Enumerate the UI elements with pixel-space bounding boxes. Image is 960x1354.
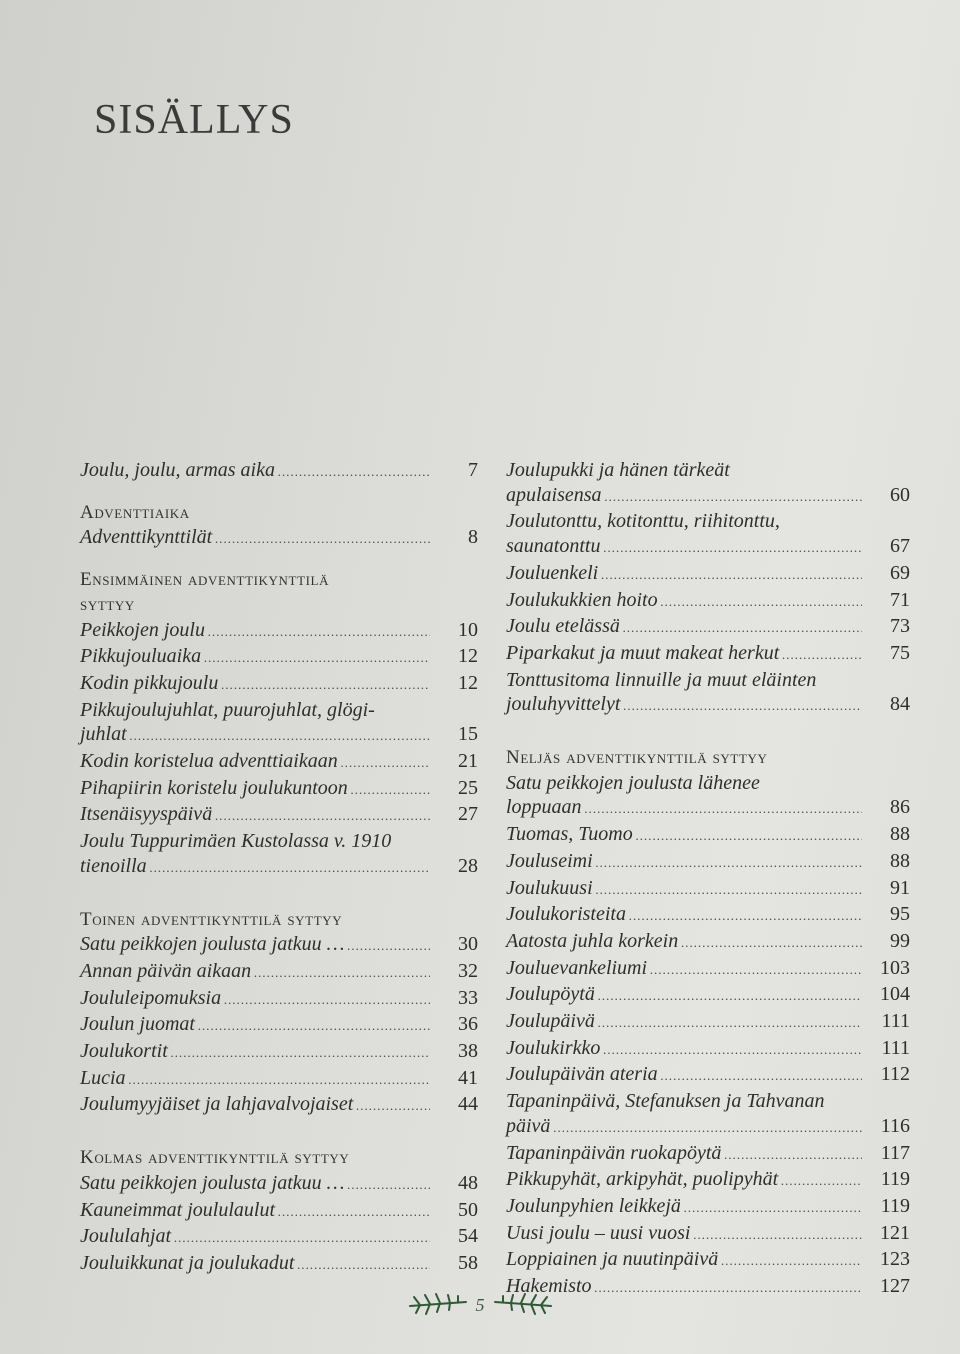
- toc-entry-title[interactable]: Aatosta juhla korkein: [506, 929, 679, 952]
- dot-leader: [629, 904, 862, 929]
- dot-leader: [553, 1116, 862, 1141]
- toc-entry-row[interactable]: [80, 1198, 478, 1225]
- toc-entry-title[interactable]: Joulun juomat: [80, 1013, 195, 1036]
- toc-entry-row[interactable]: [80, 1171, 478, 1198]
- toc-entry-page[interactable]: 15: [458, 723, 478, 746]
- toc-entry-page[interactable]: 123: [880, 1248, 910, 1271]
- toc-entry[interactable]: [506, 1089, 910, 1140]
- toc-entry-row[interactable]: [506, 483, 910, 510]
- toc-entry-row[interactable]: [506, 534, 910, 561]
- dot-leader: [171, 1041, 430, 1066]
- dot-leader: [684, 1196, 862, 1221]
- dot-leader: [341, 751, 430, 776]
- toc-entry-row[interactable]: [506, 956, 910, 983]
- dot-leader: [661, 590, 862, 615]
- dot-leader: [254, 961, 430, 986]
- toc-entry-row[interactable]: [80, 1012, 478, 1039]
- toc-entry[interactable]: [80, 829, 478, 880]
- toc-entry-title[interactable]: Satu peikkojen joulusta jatkuu …: [80, 933, 345, 956]
- toc-entry[interactable]: [80, 1066, 478, 1093]
- toc-entry-page[interactable]: 75: [890, 641, 910, 664]
- toc-entry[interactable]: [506, 1167, 910, 1194]
- toc-entry[interactable]: [506, 1009, 910, 1036]
- toc-entry[interactable]: [80, 525, 478, 552]
- section-heading-line: syttyy: [80, 593, 135, 615]
- toc-entry-page[interactable]: 54: [458, 1225, 478, 1248]
- dot-leader: [351, 778, 430, 803]
- toc-entry-title[interactable]: Itsenäisyyspäivä: [80, 803, 213, 826]
- toc-entry-title[interactable]: Joululahjat: [80, 1225, 172, 1248]
- dot-leader: [224, 988, 430, 1013]
- toc-entry-row[interactable]: [506, 614, 910, 641]
- toc-entry-page[interactable]: 50: [458, 1198, 478, 1221]
- toc-entry-row[interactable]: [506, 795, 910, 822]
- toc-entry-title[interactable]: Kauneimmat joululaulut: [80, 1198, 275, 1221]
- toc-entry-title-line: Joulu Tuppurimäen Kustolassa v. 1910: [80, 830, 392, 853]
- dot-leader: [603, 536, 862, 561]
- toc-entry-page[interactable]: 36: [458, 1013, 478, 1036]
- toc-entry-title[interactable]: Joulukukkien hoito: [506, 588, 658, 611]
- toc-entry-title[interactable]: Jouluevankeliumi: [506, 956, 648, 979]
- toc-entry[interactable]: [80, 1092, 478, 1119]
- toc-entry-row[interactable]: [506, 849, 910, 876]
- toc-entry-title[interactable]: Joulupäivän ateria: [506, 1063, 658, 1086]
- toc-entry-title[interactable]: Kodin pikkujoulu: [80, 671, 219, 694]
- toc-entry[interactable]: [80, 1039, 478, 1066]
- toc-entry-page[interactable]: 84: [890, 693, 910, 716]
- toc-entry-title[interactable]: Satu peikkojen joulusta jatkuu …: [80, 1171, 345, 1194]
- toc-entry[interactable]: [80, 802, 478, 829]
- section-heading: [506, 746, 910, 771]
- toc-entry-row[interactable]: [506, 1247, 910, 1274]
- toc-entry-row[interactable]: [506, 929, 910, 956]
- toc-entry[interactable]: [80, 671, 478, 698]
- section-heading-line: Toinen adventtikynttilä syttyy: [80, 908, 343, 930]
- toc-entry[interactable]: [80, 932, 478, 959]
- dot-leader: [204, 646, 430, 671]
- toc-entry-page[interactable]: 10: [458, 618, 478, 641]
- dot-leader: [596, 851, 862, 876]
- toc-entry-page[interactable]: 58: [458, 1251, 478, 1274]
- toc-entry[interactable]: [80, 618, 478, 645]
- toc-entry-page[interactable]: 27: [458, 803, 478, 826]
- toc-entry[interactable]: [80, 1224, 478, 1251]
- toc-left-column: [80, 458, 478, 1278]
- toc-entry-page[interactable]: 99: [890, 929, 910, 952]
- toc-entry-page[interactable]: 88: [890, 849, 910, 872]
- toc-entry-page[interactable]: 25: [458, 776, 478, 799]
- toc-entry-row[interactable]: [80, 1251, 478, 1278]
- toc-entry[interactable]: [506, 822, 910, 849]
- dot-leader: [596, 878, 862, 903]
- dot-leader: [681, 931, 862, 956]
- toc-entry-row[interactable]: [80, 722, 478, 749]
- toc-entry-row[interactable]: [506, 902, 910, 929]
- toc-entry-title[interactable]: Joulukirkko: [506, 1036, 601, 1059]
- toc-entry[interactable]: [506, 929, 910, 956]
- dot-leader: [198, 1014, 430, 1039]
- toc-entry-title[interactable]: Joulupäivä: [506, 1010, 595, 1033]
- toc-entry-page[interactable]: 119: [880, 1194, 910, 1217]
- toc-entry-page[interactable]: 119: [880, 1168, 910, 1191]
- toc-entry-row[interactable]: [506, 641, 910, 668]
- toc-entry-page[interactable]: 12: [458, 671, 478, 694]
- fir-sprig-left-icon: [408, 1290, 470, 1320]
- toc-entry-row[interactable]: [506, 588, 910, 615]
- section-spacer: [80, 485, 478, 501]
- toc-entry-title-line: Pikkujoulujuhlat, puurojuhlat, glögi-: [80, 698, 375, 721]
- page-number: 5: [475, 1294, 485, 1315]
- dot-leader: [585, 797, 862, 822]
- toc-entry-row[interactable]: [80, 1224, 478, 1251]
- dot-leader: [278, 460, 430, 485]
- section-spacer: [80, 881, 478, 908]
- toc-entry-title[interactable]: Joulukortit: [80, 1040, 168, 1063]
- toc-entry-title-line: Satu peikkojen joulusta lähenee: [506, 771, 760, 794]
- toc-entry-title[interactable]: juhlat: [80, 723, 127, 746]
- dot-leader: [605, 485, 862, 510]
- toc-entry-row[interactable]: [80, 749, 478, 776]
- dot-leader: [297, 1253, 430, 1278]
- toc-entry-row[interactable]: [80, 618, 478, 645]
- toc-entry[interactable]: [506, 561, 910, 588]
- toc-entry-title[interactable]: Jouluikkunat ja joulukadut: [80, 1251, 295, 1274]
- toc-entry-page[interactable]: 69: [890, 561, 910, 584]
- toc-entry[interactable]: [80, 644, 478, 671]
- toc-entry-row[interactable]: [80, 671, 478, 698]
- toc-entry-page[interactable]: 116: [880, 1114, 910, 1137]
- toc-entry-title[interactable]: Jouluenkeli: [506, 561, 599, 584]
- toc-entry[interactable]: [506, 509, 910, 560]
- toc-entry[interactable]: [80, 1251, 478, 1278]
- section-heading: [80, 1146, 478, 1171]
- toc-entry-title[interactable]: Tapaninpäivän ruokapöytä: [506, 1141, 722, 1164]
- toc-entry-page[interactable]: 91: [890, 876, 910, 899]
- toc-entry-page[interactable]: 111: [881, 1036, 910, 1059]
- toc-entry-page[interactable]: 88: [890, 823, 910, 846]
- toc-entry[interactable]: [506, 1062, 910, 1089]
- dot-leader: [782, 643, 862, 668]
- toc-entry-page[interactable]: 44: [458, 1093, 478, 1116]
- section-heading-line: Adventtiaika: [80, 501, 190, 523]
- toc-entry-page[interactable]: 71: [890, 588, 910, 611]
- toc-entry-title[interactable]: Uusi joulu – uusi vuosi: [506, 1221, 691, 1244]
- toc-entry-row[interactable]: [506, 1141, 910, 1168]
- section-spacer: [80, 552, 478, 568]
- toc-entry-title[interactable]: Joulumyyjäiset ja lahjavalvojaiset: [80, 1093, 354, 1116]
- page-footer: [0, 1290, 960, 1320]
- toc-entry[interactable]: [80, 986, 478, 1013]
- dot-leader: [724, 1143, 862, 1168]
- toc-entry-title[interactable]: Joulupöytä: [506, 983, 595, 1006]
- toc-entry[interactable]: [506, 668, 910, 719]
- toc-entry-page[interactable]: 21: [458, 750, 478, 773]
- toc-entry[interactable]: [506, 982, 910, 1009]
- toc-entry-title[interactable]: Jouluseimi: [506, 849, 593, 872]
- toc-entry-row[interactable]: [80, 1092, 478, 1119]
- toc-entry-row[interactable]: [80, 458, 478, 485]
- section-heading-line: Kolmas adventtikynttilä syttyy: [80, 1147, 350, 1169]
- toc-entry-title[interactable]: Joulunpyhien leikkejä: [506, 1194, 681, 1217]
- toc-entry-page[interactable]: 7: [468, 459, 478, 481]
- toc-entry-row[interactable]: [506, 1221, 910, 1248]
- toc-entry-row[interactable]: [506, 1167, 910, 1194]
- toc-entry-page[interactable]: 67: [890, 535, 910, 558]
- toc-entry[interactable]: [506, 641, 910, 668]
- toc-entry[interactable]: [80, 1012, 478, 1039]
- toc-entry[interactable]: [506, 1247, 910, 1274]
- toc-entry-title[interactable]: Hakemisto: [506, 1275, 592, 1298]
- toc-entry-page[interactable]: 48: [458, 1171, 478, 1194]
- toc-entry-title[interactable]: Peikkojen joulu: [80, 618, 205, 641]
- toc-entry-title[interactable]: Joululeipomuksia: [80, 986, 222, 1009]
- dot-leader: [636, 824, 862, 849]
- toc-entry-row[interactable]: [506, 1194, 910, 1221]
- toc-entry[interactable]: [506, 588, 910, 615]
- toc-entry-row[interactable]: [80, 1039, 478, 1066]
- dot-leader: [129, 1068, 430, 1093]
- toc-entry-page[interactable]: 41: [458, 1066, 478, 1089]
- dot-leader: [781, 1169, 862, 1194]
- dot-leader: [721, 1249, 862, 1274]
- section-spacer: [80, 1119, 478, 1146]
- section-heading: [80, 568, 478, 617]
- toc-entry-page[interactable]: 103: [880, 956, 910, 979]
- fir-sprig-right-icon: [491, 1290, 553, 1320]
- section-heading-line: Neljäs adventtikynttilä syttyy: [506, 747, 768, 769]
- toc-entry[interactable]: [80, 458, 478, 485]
- toc-entry[interactable]: [80, 776, 478, 803]
- toc-entry-row[interactable]: [80, 986, 478, 1013]
- toc-entry[interactable]: [80, 698, 478, 749]
- toc-entry-page[interactable]: 121: [880, 1221, 910, 1244]
- toc-entry-row[interactable]: [80, 776, 478, 803]
- toc-entry-page[interactable]: 33: [458, 986, 478, 1009]
- page-title: SISÄLLYS: [94, 97, 294, 143]
- dot-leader: [174, 1226, 430, 1251]
- toc-entry-title[interactable]: loppuaan: [506, 796, 582, 819]
- toc-entry-row[interactable]: [506, 1036, 910, 1063]
- toc-entry-row[interactable]: [506, 692, 910, 719]
- toc-entry[interactable]: [506, 902, 910, 929]
- dot-leader: [693, 1223, 862, 1248]
- toc-entry-title[interactable]: Adventtikynttilät: [80, 526, 213, 549]
- dot-leader: [650, 958, 862, 983]
- toc-entry-title[interactable]: Joulukuusi: [506, 876, 593, 899]
- toc-entry-row[interactable]: [80, 959, 478, 986]
- toc-entry-row[interactable]: [506, 982, 910, 1009]
- dot-leader: [215, 527, 430, 552]
- dot-leader: [601, 563, 862, 588]
- toc-entry-row[interactable]: [80, 932, 478, 959]
- dot-leader: [150, 856, 430, 881]
- dot-leader: [278, 1200, 430, 1225]
- section-heading-line: Ensimmäinen adventtikynttilä: [80, 569, 330, 591]
- section-heading: [80, 501, 478, 526]
- dot-leader: [347, 1173, 430, 1198]
- toc-entry[interactable]: [506, 849, 910, 876]
- dot-leader: [623, 694, 862, 719]
- toc-entry[interactable]: [506, 458, 910, 509]
- toc-entry-page[interactable]: 38: [458, 1040, 478, 1063]
- toc-entry-title[interactable]: Lucia: [80, 1066, 126, 1089]
- toc-entry-title[interactable]: Pikkupyhät, arkipyhät, puolipyhät: [506, 1168, 779, 1191]
- toc-entry-row[interactable]: [506, 1009, 910, 1036]
- toc-entry-title[interactable]: tienoilla: [80, 854, 147, 877]
- toc-entry-title[interactable]: apulaisensa: [506, 483, 602, 506]
- toc-right-column: [506, 458, 910, 1301]
- toc-entry-row[interactable]: [80, 525, 478, 552]
- toc-entry-row[interactable]: [80, 854, 478, 881]
- toc-entry-page[interactable]: 8: [468, 526, 478, 549]
- section-heading: [80, 908, 478, 933]
- toc-entry[interactable]: [506, 1194, 910, 1221]
- dot-leader: [603, 1038, 862, 1063]
- dot-leader: [623, 616, 862, 641]
- toc-entry-row[interactable]: [80, 802, 478, 829]
- toc-entry-title[interactable]: Piparkakut ja muut makeat herkut: [506, 641, 780, 664]
- dot-leader: [130, 724, 430, 749]
- toc-entry-row[interactable]: [506, 876, 910, 903]
- toc-entry-page[interactable]: 30: [458, 933, 478, 956]
- toc-entry-row[interactable]: [506, 1114, 910, 1141]
- toc-entry[interactable]: [80, 1171, 478, 1198]
- toc-entry-row[interactable]: [506, 822, 910, 849]
- toc-entry-title[interactable]: jouluhyvittelyt: [506, 693, 621, 716]
- toc-entry-page[interactable]: 111: [881, 1010, 910, 1033]
- toc-entry-page[interactable]: 60: [890, 483, 910, 506]
- toc-entry[interactable]: [80, 959, 478, 986]
- toc-entry-page[interactable]: 127: [880, 1275, 910, 1298]
- toc-entry-page[interactable]: 12: [458, 645, 478, 668]
- toc-entry-title[interactable]: päivä: [506, 1114, 551, 1137]
- dot-leader: [661, 1064, 862, 1089]
- toc-entry-title-line: Tapaninpäivä, Stefanuksen ja Tahvanan: [506, 1090, 825, 1113]
- dot-leader: [598, 984, 862, 1009]
- toc-entry-title[interactable]: Joulu, joulu, armas aika: [80, 459, 275, 481]
- toc-entry-title[interactable]: Joulukoristeita: [506, 903, 626, 926]
- toc-entry-title[interactable]: Pihapiirin koristelu joulukuntoon: [80, 776, 348, 799]
- dot-leader: [347, 934, 430, 959]
- toc-entry[interactable]: [80, 749, 478, 776]
- toc-entry[interactable]: [506, 1141, 910, 1168]
- toc-entry-title-line: Tonttusitoma linnuille ja muut eläinten: [506, 668, 817, 691]
- toc-entry-page[interactable]: 95: [890, 903, 910, 926]
- toc-entry-page[interactable]: 32: [458, 959, 478, 982]
- toc-entry-row[interactable]: [506, 561, 910, 588]
- dot-leader: [215, 804, 430, 829]
- toc-entry-page[interactable]: 117: [880, 1141, 910, 1164]
- dot-leader: [356, 1094, 430, 1119]
- toc-entry-page[interactable]: 112: [880, 1063, 910, 1086]
- toc-entry-title-line: Joulupukki ja hänen tärkeät: [506, 459, 730, 481]
- toc-entry[interactable]: [506, 876, 910, 903]
- toc-entry[interactable]: [506, 956, 910, 983]
- toc-entry-title[interactable]: Kodin koristelua adventtiaikaan: [80, 750, 338, 773]
- toc-entry-page[interactable]: 104: [880, 983, 910, 1006]
- toc-entry-page[interactable]: 28: [458, 854, 478, 877]
- toc-entry-title-line: Joulutonttu, kotitonttu, riihitonttu,: [506, 510, 780, 533]
- toc-entry-title[interactable]: Joulu etelässä: [506, 615, 620, 638]
- toc-entry[interactable]: [80, 1198, 478, 1225]
- toc-entry-title[interactable]: Tuomas, Tuomo: [506, 823, 633, 846]
- toc-entry-title[interactable]: Loppiainen ja nuutinpäivä: [506, 1248, 719, 1271]
- dot-leader: [208, 620, 430, 645]
- toc-entry[interactable]: [506, 1036, 910, 1063]
- section-spacer: [506, 719, 910, 746]
- toc-entry-row[interactable]: [506, 1062, 910, 1089]
- toc-entry-title[interactable]: Pikkujouluaika: [80, 645, 202, 668]
- toc-entry[interactable]: [506, 771, 910, 822]
- toc-entry-page[interactable]: 86: [890, 796, 910, 819]
- dot-leader: [598, 1011, 862, 1036]
- toc-entry[interactable]: [506, 1221, 910, 1248]
- toc-entry-title[interactable]: saunatonttu: [506, 535, 601, 558]
- toc-entry-row[interactable]: [80, 1066, 478, 1093]
- toc-entry[interactable]: [506, 614, 910, 641]
- toc-entry-row[interactable]: [80, 644, 478, 671]
- toc-entry-title[interactable]: Annan päivän aikaan: [80, 959, 252, 982]
- toc-entry-page[interactable]: 73: [890, 615, 910, 638]
- dot-leader: [221, 673, 430, 698]
